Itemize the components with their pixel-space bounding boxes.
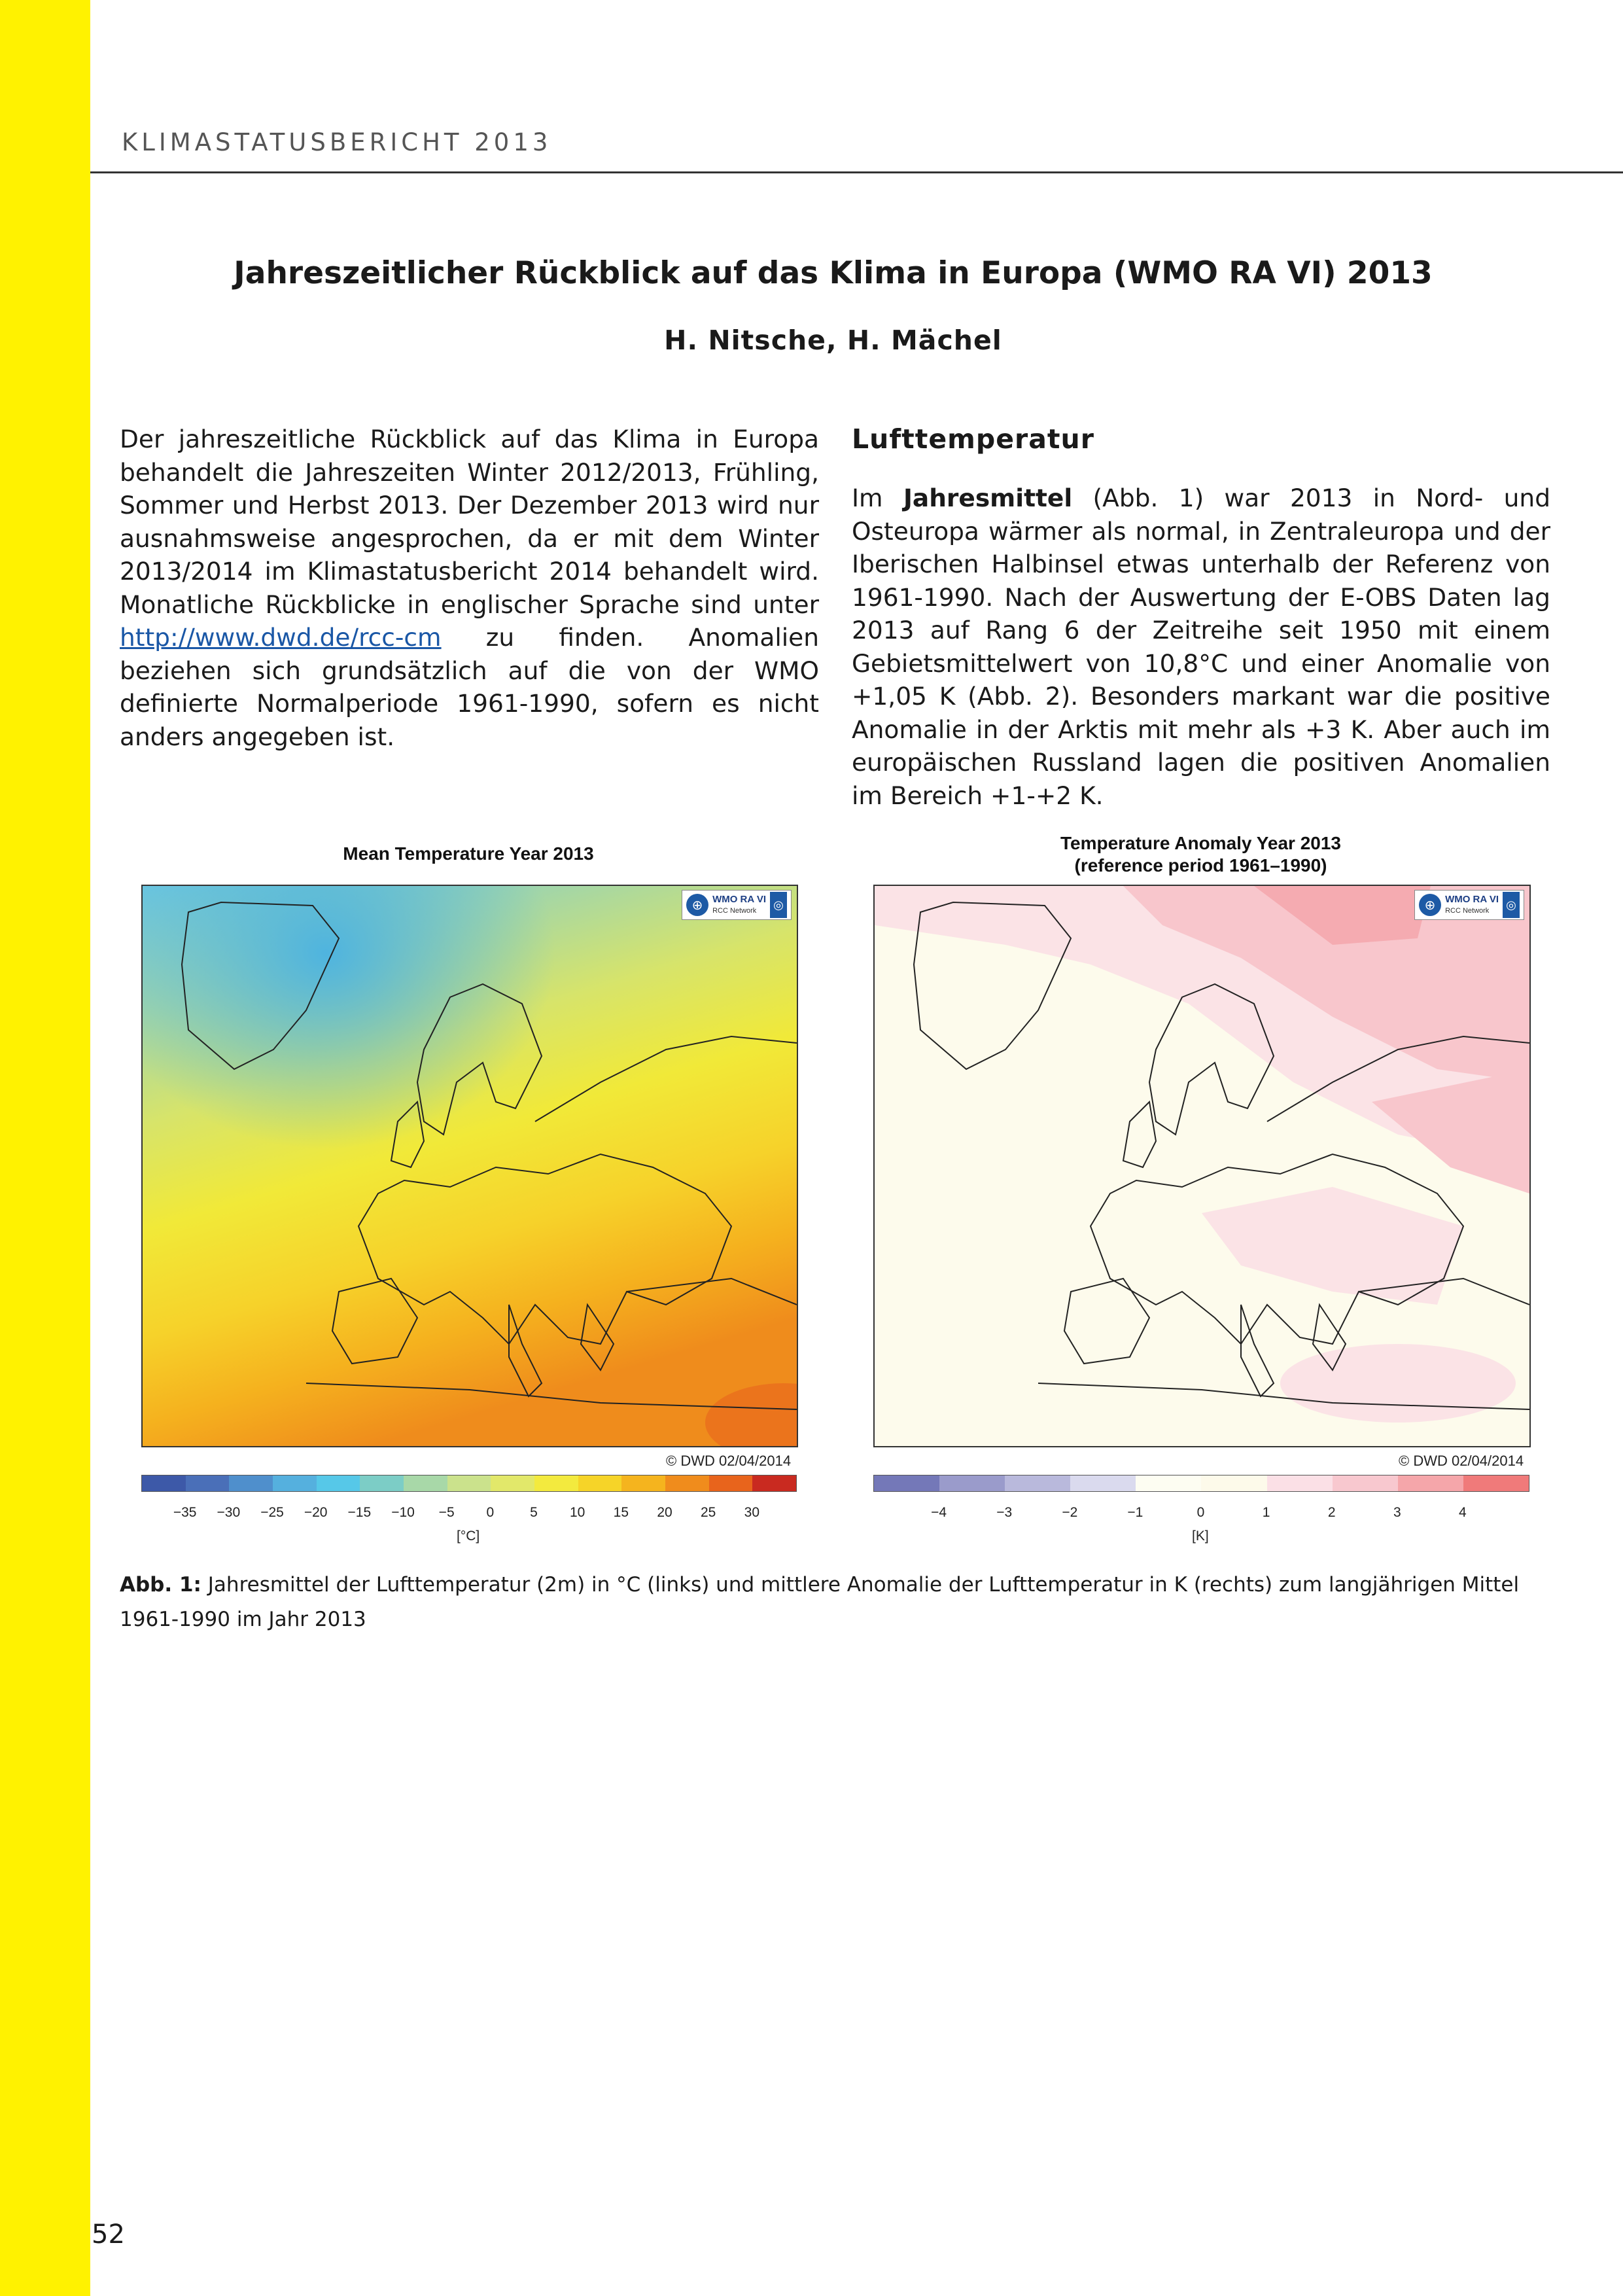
colorbar-tick-label: −1 bbox=[1127, 1505, 1143, 1520]
colorbar-tick-label: −4 bbox=[931, 1505, 947, 1520]
dwd-logo-icon: ◎ bbox=[770, 892, 787, 918]
colorbar-segment bbox=[186, 1475, 230, 1491]
colorbar-segment bbox=[491, 1475, 534, 1491]
article-title: Jahreszeitlicher Rückblick auf das Klima in Europa (WMO RA VI) 2013 bbox=[234, 255, 1433, 291]
colorbar-segment bbox=[273, 1475, 317, 1491]
temperature-section bbox=[852, 423, 1550, 812]
temperature-anomaly-map bbox=[873, 885, 1531, 1447]
left-map-copyright: © DWD 02/04/2014 bbox=[666, 1453, 792, 1469]
colorbar-segment bbox=[1005, 1475, 1070, 1491]
colorbar-tick-label: 3 bbox=[1393, 1505, 1401, 1520]
colorbar-segment bbox=[1201, 1475, 1266, 1491]
colorbar-tick-label: −5 bbox=[438, 1505, 455, 1520]
colorbar-segment bbox=[1070, 1475, 1136, 1491]
article-authors: H. Nitsche, H. Mächel bbox=[664, 325, 1002, 356]
section-heading: Lufttemperatur bbox=[852, 423, 1094, 455]
colorbar-segment bbox=[1267, 1475, 1333, 1491]
colorbar-tick-label: −10 bbox=[391, 1505, 415, 1520]
globe-icon: ⊕ bbox=[686, 894, 708, 916]
rcc-link[interactable]: http://www.dwd.de/rcc-cm bbox=[120, 623, 442, 652]
colorbar-segment bbox=[142, 1475, 186, 1491]
colorbar-segment bbox=[939, 1475, 1005, 1491]
left-colorbar-unit: [°C] bbox=[457, 1528, 480, 1544]
wmo-rcc-logo-right: ⊕ WMO RA VI RCC Network ◎ bbox=[1414, 890, 1524, 920]
mean-temperature-map bbox=[141, 885, 798, 1447]
colorbar-tick-label: 20 bbox=[657, 1505, 672, 1520]
colorbar-tick-label: 0 bbox=[486, 1505, 495, 1520]
colorbar-segment bbox=[1463, 1475, 1529, 1491]
right-colorbar-unit: [K] bbox=[1192, 1528, 1209, 1544]
colorbar-tick-label: 15 bbox=[613, 1505, 629, 1520]
dwd-logo-icon: ◎ bbox=[1503, 892, 1520, 918]
colorbar-tick-label: 2 bbox=[1327, 1505, 1336, 1520]
section-paragraph: Im Jahresmittel (Abb. 1) war 2013 in Nord- und Osteuropa wärmer als normal, in Zentraleuropa und der Iberischen Halbinsel etwas unterhalb der Referenz von 1961-1990. Nach der Auswertung der E-OBS Daten lag 2013 auf Rang 6 der Zeitreihe seit 1950 mit einem Gebietsmittelwert von 10,8°C und einer Anomalie von +1,05 K (Abb. 2). Besonders markant war die positive Anomalie in der Arktis mit mehr als +3 K. Aber auch im europäischen Russland lagen die positiven Anomalien im Bereich +1-+2 K. bbox=[852, 484, 1550, 810]
right-map-copyright: © DWD 02/04/2014 bbox=[1399, 1453, 1524, 1469]
colorbar-segment bbox=[621, 1475, 665, 1491]
colorbar-tick-label: 4 bbox=[1459, 1505, 1467, 1520]
colorbar-tick-label: −15 bbox=[347, 1505, 372, 1520]
colorbar-segment bbox=[1333, 1475, 1398, 1491]
page-number: 52 bbox=[92, 2219, 125, 2250]
intro-paragraph: Der jahreszeitliche Rückblick auf das Klima in Europa behandelt die Jahreszeiten Winter 2012/2013, Frühling, Sommer und Herbst 2013. Der Dezember 2013 wird nur ausnahmsweise angesprochen, da er mit dem Winter 2013/2014 im Klimastatusbericht 2014 behandelt wird. Monatliche Rückblicke in englischer Sprache sind unter http://www.dwd.de/rcc-cm zu finden. Anomalien beziehen sich grundsätzlich auf die von der WMO definierte Normalperiode 1961-1990, sofern es nicht anders angegeben ist. bbox=[120, 425, 819, 751]
colorbar-segment bbox=[874, 1475, 939, 1491]
colorbar-segment bbox=[665, 1475, 709, 1491]
left-colorbar bbox=[141, 1475, 797, 1492]
colorbar-segment bbox=[752, 1475, 796, 1491]
colorbar-tick-label: −25 bbox=[260, 1505, 284, 1520]
running-head: KLIMASTATUSBERICHT 2013 bbox=[122, 128, 552, 156]
header-rule bbox=[90, 171, 1623, 173]
colorbar-segment bbox=[1136, 1475, 1201, 1491]
left-map-title: Mean Temperature Year 2013 bbox=[343, 843, 594, 864]
mean-temperature-map-graphic bbox=[143, 886, 797, 1446]
right-colorbar-ticks bbox=[873, 1505, 1528, 1522]
sidebar-color-band bbox=[0, 0, 90, 2296]
temperature-anomaly-map-graphic bbox=[875, 886, 1529, 1446]
colorbar-tick-label: −3 bbox=[996, 1505, 1013, 1520]
colorbar-tick-label: −20 bbox=[304, 1505, 328, 1520]
colorbar-tick-label: 0 bbox=[1196, 1505, 1205, 1520]
colorbar-segment bbox=[578, 1475, 622, 1491]
colorbar-segment bbox=[317, 1475, 360, 1491]
colorbar-tick-label: −2 bbox=[1062, 1505, 1078, 1520]
colorbar-tick-label: 10 bbox=[569, 1505, 585, 1520]
colorbar-segment bbox=[229, 1475, 273, 1491]
colorbar-segment bbox=[447, 1475, 491, 1491]
colorbar-tick-label: 25 bbox=[700, 1505, 716, 1520]
colorbar-tick-label: −30 bbox=[217, 1505, 241, 1520]
colorbar-segment bbox=[709, 1475, 753, 1491]
colorbar-segment bbox=[534, 1475, 578, 1491]
right-map-title: Temperature Anomaly Year 2013 (reference period 1961–1990) bbox=[1060, 833, 1342, 875]
colorbar-segment bbox=[404, 1475, 447, 1491]
figure-caption: Abb. 1: Jahresmittel der Lufttemperatur (2m) in °C (links) und mittlere Anomalie der Lufttemperatur in K (rechts) zum langjährigen Mittel 1961-1990 im Jahr 2013 bbox=[120, 1573, 1520, 1631]
colorbar-tick-label: 1 bbox=[1262, 1505, 1270, 1520]
colorbar-segment bbox=[360, 1475, 404, 1491]
globe-icon: ⊕ bbox=[1419, 894, 1441, 916]
wmo-rcc-logo: ⊕ WMO RA VI RCC Network ◎ bbox=[682, 890, 792, 920]
colorbar-tick-label: 5 bbox=[530, 1505, 538, 1520]
left-colorbar-ticks bbox=[141, 1505, 795, 1522]
colorbar-segment bbox=[1398, 1475, 1463, 1491]
colorbar-tick-label: 30 bbox=[744, 1505, 760, 1520]
right-colorbar bbox=[873, 1475, 1529, 1492]
colorbar-tick-label: −35 bbox=[173, 1505, 197, 1520]
